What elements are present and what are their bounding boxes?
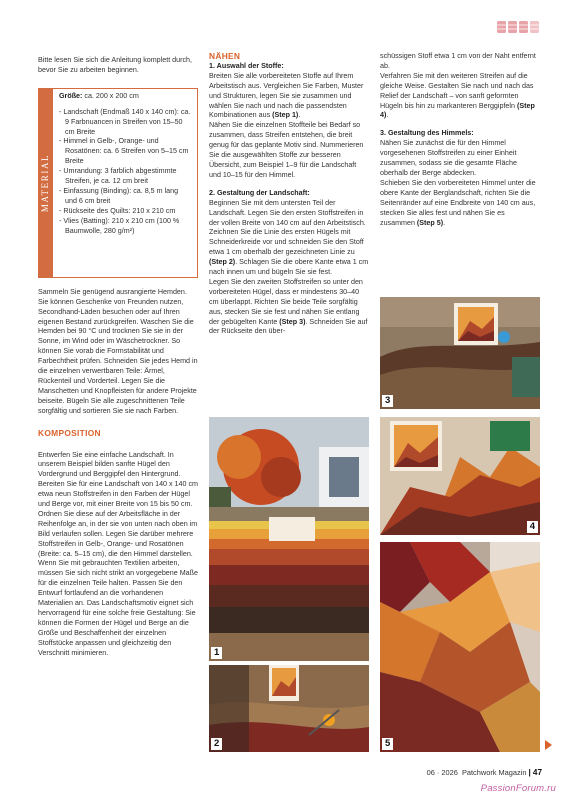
material-item: - Vlies (Batting): 210 x 210 cm (100 % Baumwolle, 280 g/m²) [59,216,180,235]
photo-number: 3 [382,395,393,407]
page-number: 47 [532,768,542,777]
material-size: Größe: ca. 200 x 200 cm [59,91,139,100]
magazine-name: Patchwork Magazin [461,768,527,777]
step1-title: 1. Auswahl der Stoffe: [209,61,284,70]
step2-text-e: Verfahren Sie mit den weiteren Streifen auf die gleiche Weise. Gestalten Sie nach und nach das Relief der Landschaft – von sanft geformten Hügeln bis hin zu markanteren Berggipfeln (Step 4). [380,71,535,120]
column-right [380,52,540,228]
material-item: - Einfassung (Binding): ca. 8,5 m lang und 6 cm breit [59,186,179,205]
material-box [38,88,198,278]
material-item: - Umrandung: 3 farblich abgestimmte Streifen, je ca. 12 cm breit [59,167,177,186]
photo-number: 4 [527,521,538,533]
material-label: MATERIAL [39,89,53,277]
photo-number: 1 [211,647,222,659]
photo-step-5 [380,542,540,752]
next-page-arrow-icon [545,740,552,750]
issue-date: 06 · 2026 [426,768,458,777]
photo-step-3 [380,297,540,409]
komposition-heading: KOMPOSITION [38,427,101,438]
column-left [38,56,198,659]
material-item: - Himmel in Gelb-, Orange- und Rosatönen: ca. 6 Streifen von 5–15 cm Breite [59,137,189,166]
intro-text: Bitte lesen Sie sich die Anleitung komplett durch, bevor Sie zu arbeiten beginnen. [38,56,193,74]
step1-text-a: Breiten Sie alle vorbereiteten Stoffe auf Ihrem Arbeitstisch aus. Vergleichen Sie Farben, Muster und Strukturen, legen Sie sie zusammen und wählen Sie nach und nach die passendsten Kombinationen aus (Step 1). [209,71,364,120]
material-item: - Rückseite des Quilts: 210 x 210 cm [59,206,176,215]
step2-title: 2. Gestaltung der Landschaft: [209,188,310,197]
watermark: PassionForum.ru [480,783,556,794]
step2-text-c: Legen Sie den zweiten Stoffstreifen so unter den vorbereiteten Hügel, dass er mindestens 30–40 cm überlappt. Richten Sie beide Teile sorgfältig aus, stecken Sie sie fest und nähen Sie entlang der gebügelten Kante (Step 3). Schneiden Sie auf der Rückseite den über- [209,277,368,336]
nahen-heading: NÄHEN [209,51,241,61]
komposition-text: Entwerfen Sie eine einfache Landschaft. In unserem Beispiel bilden sanfte Hügel den Vordergrund und Berggipfel den Hintergrund. Bereiten Sie für eine Landschaft von 140 x 140 cm etwa neun Stoffstreifen in den Farben der Hügel und Berge vor, mit einer Breite von 15 bis 50 cm. Ordnen Sie diese auf der Arbeitsfläche in der Reihenfolge an, in der sie von unten nach oben im Bild verlaufen sollen. Legen Sie darüber mehrere Stoffstreifen in Gelb-, Orange- und Rosatönen (Breite: ca. 5–15 cm), die den Himmel darstellen. Wenn Sie mit gebrauchten Textilien arbeiten, müssen Sie sich nicht strikt an vorgegebene Maße für die einzelnen Teile halten. Passen Sie den Entwurf fortlaufend an die vorhandenen Materialien an. Das Landschaftsmotiv eignet sich hervorragend für eine solche freie Gestaltung: Sie können die Formen der Hügel und Berge an die Größe und Beschaffenheit der einzelnen Stoffstücke anpassen und gleichzeitig den Verschnitt minimieren. [38,450,198,657]
material-list [59,108,191,237]
photo-step-1 [209,417,369,661]
footer-separator: | [528,768,531,777]
photo-number: 5 [382,738,393,750]
magazine-logo-icon [497,20,541,34]
photo-number: 2 [211,738,222,750]
step2-text-a: Beginnen Sie mit dem untersten Teil der Landschaft. Legen Sie den ersten Stoffstreifen in der vollen Breite von 140 cm auf den Arbeitstisch. Zeichnen Sie die Linie des ersten Hügels mit Schneiderkreide vor und schneiden Sie den Stoff etwa 1 cm oberhalb der gezeichneten Linie zu (Step 2). Schlagen Sie die obere Kante etwa 1 cm nach innen um und bügeln Sie sie fest. [209,198,369,277]
photo-step-4 [380,417,540,535]
column-middle [209,52,369,337]
step3-text-b: Schieben Sie den vorbereiteten Himmel unter die obere Kante der Berglandschaft, richten Sie die Seitenränder auf eine Endbreite von 140 cm aus, stecken Sie alles fest und nähen Sie es zusammen (Step 5). [380,178,536,227]
page-footer [427,768,542,777]
step1-text-b: Nähen Sie die einzelnen Stoffteile bei Bedarf so zusammen, dass Streifen entstehen, die breit genug für das geplante Motiv sind. Nummerieren Sie die ausgewählten Stoffe zur besseren Übersicht, zum Beispiel 1–9 für die Landschaft und 10–15 für den Himmel. [209,121,364,179]
step2-continued: schüssigen Stoff etwa 1 cm von der Naht entfernt ab. [380,52,536,70]
preparation-text: Sammeln Sie genügend ausrangierte Hemden. Sie können Geschenke von Freunden nutzen, Secondhand-Läden besuchen oder auf Ihren eigenen Bestand zurückgreifen. Waschen Sie die Hemden bei 90 °C und trocknen Sie sie in der Sonne, im Wind oder im Wäschetrockner. So können Sie vorab die Formstabilität und Farbechtheit prüfen. Schneiden Sie jedes Hemd in die einzelnen verwertbaren Teile: Ärmel, Rückenteil und Vorderteil. Legen Sie die Manschetten und Knopfleisten für andere Projekte beiseite. Bügeln Sie alle zugeschnittenen Teile sorgfältig und sortieren Sie sie nach Farben. [38,287,198,415]
photo-step-2 [209,665,369,752]
step3-title: 3. Gestaltung des Himmels: [380,129,474,138]
step3-text-a: Nähen Sie zunächst die für den Himmel vorgesehenen Stoffstreifen zu einer Einheit zusammen, sodass sie die gesamte Fläche oberhalb der Berge abdecken. [380,139,517,177]
material-item: - Landschaft (Endmaß 140 x 140 cm): ca. 9 Farbnuancen in Streifen von 15–50 cm Breite [59,107,191,136]
